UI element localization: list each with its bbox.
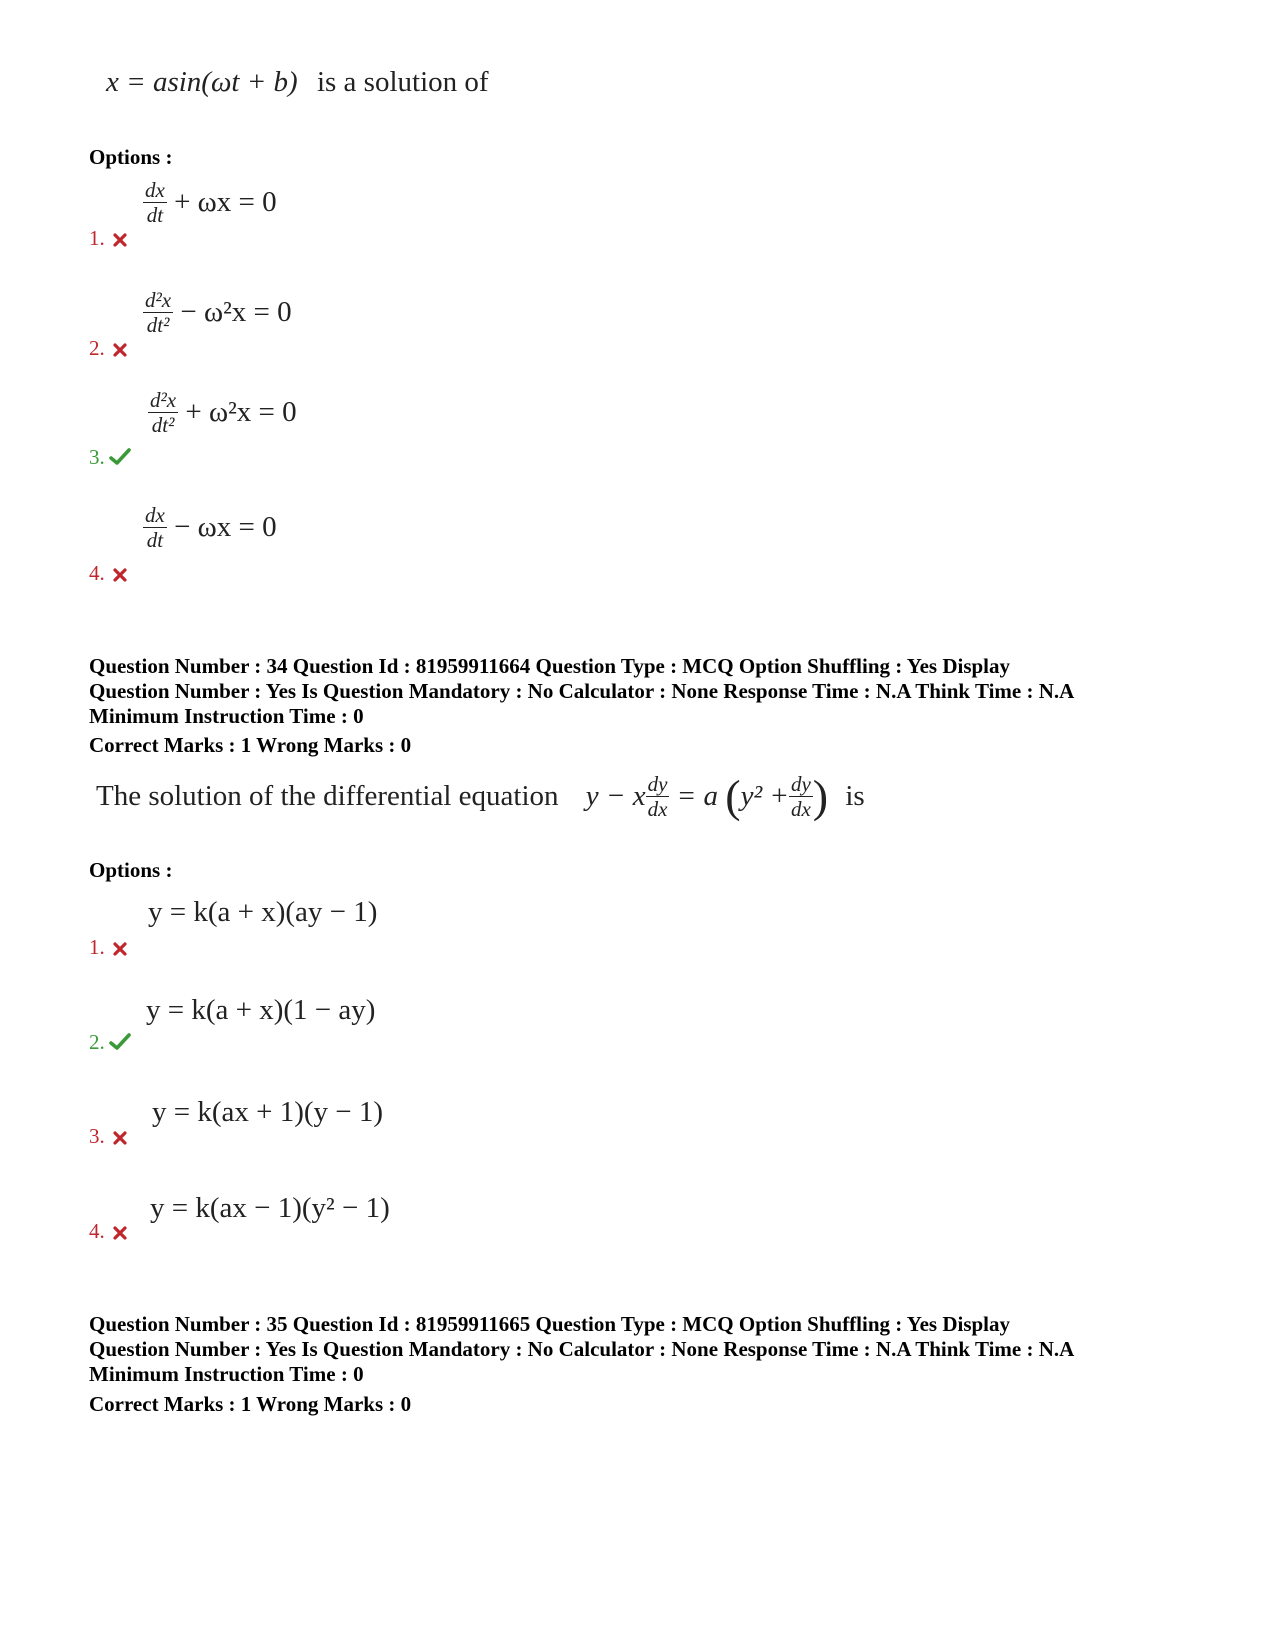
fraction-numerator: d²x: [150, 388, 177, 412]
cross-icon: [113, 338, 127, 363]
option-number: 2.: [89, 336, 105, 360]
question-34-stem: [96, 772, 865, 821]
meta-line: Minimum Instruction Time : 0: [89, 1362, 364, 1386]
option-number: 3.: [89, 445, 105, 469]
question-35-marks: Correct Marks : 1 Wrong Marks : 0: [89, 1392, 412, 1416]
option-number: 1.: [89, 226, 105, 250]
option-number: 1.: [89, 935, 105, 959]
left-paren: (: [725, 770, 741, 822]
cross-icon: [113, 563, 127, 588]
cross-icon: [113, 1221, 127, 1246]
option-2-marker: [89, 1030, 131, 1057]
options-label: Options :: [89, 145, 173, 169]
fraction-numerator: dx: [145, 503, 165, 527]
cross-icon: [113, 937, 127, 962]
question-34-meta: [89, 654, 1074, 729]
question-34-text: The solution of the differential equation: [96, 780, 559, 812]
option-number: 4.: [89, 561, 105, 585]
option-1-marker: [89, 935, 127, 962]
question-33-text: is a solution of: [316, 66, 489, 98]
option-1-marker: [89, 226, 127, 253]
option-4-expression: [143, 503, 277, 552]
fraction-denominator: dt: [146, 203, 164, 227]
fraction-denominator: dt: [146, 528, 164, 552]
paren-content: y² +: [740, 780, 789, 812]
fraction: [789, 772, 813, 821]
option-1-expression: [143, 178, 277, 227]
fraction-numerator: dx: [145, 178, 165, 202]
options-label: Options :: [89, 858, 173, 882]
equation-end: is: [845, 780, 865, 812]
fraction: [143, 288, 173, 337]
check-icon: [109, 1032, 131, 1057]
right-paren: ): [812, 770, 829, 822]
equation-mid: = a: [676, 780, 718, 812]
meta-line: Question Number : 34 Question Id : 81959911664 Question Type : MCQ Option Shuffling : Yes Display: [89, 654, 1011, 678]
meta-line: Minimum Instruction Time : 0: [89, 704, 364, 728]
option-4-marker: [89, 1219, 127, 1246]
fraction-denominator: dt²: [146, 313, 170, 337]
option-number: 2.: [89, 1030, 105, 1054]
option-3-expression: y = k(ax + 1)(y − 1): [152, 1096, 384, 1128]
fraction: [143, 178, 167, 227]
option-3-marker: [89, 445, 131, 472]
cross-icon: [113, 1126, 127, 1151]
option-2-marker: [89, 336, 127, 363]
option-number: 4.: [89, 1219, 105, 1243]
fraction-denominator: dx: [790, 797, 811, 821]
meta-line: Question Number : Yes Is Question Mandatory : No Calculator : None Response Time : N.A Think Time : N.A: [89, 1337, 1075, 1361]
option-4-expression: y = k(ax − 1)(y² − 1): [150, 1192, 390, 1224]
fraction-numerator: dy: [790, 772, 811, 796]
option-number: 3.: [89, 1124, 105, 1148]
equation-start: y − x: [585, 780, 646, 812]
meta-line: Question Number : 35 Question Id : 81959911665 Question Type : MCQ Option Shuffling : Yes Display: [89, 1312, 1011, 1336]
option-1-expression: y = k(a + x)(ay − 1): [148, 896, 378, 928]
question-33-equation: x = asin(ωt + b): [106, 66, 298, 98]
expression-tail: − ω²x = 0: [180, 296, 292, 328]
expression-tail: − ωx = 0: [174, 511, 277, 543]
meta-line: Question Number : Yes Is Question Mandatory : No Calculator : None Response Time : N.A Think Time : N.A: [89, 679, 1075, 703]
option-3-expression: [148, 388, 297, 437]
question-34-marks: Correct Marks : 1 Wrong Marks : 0: [89, 733, 412, 757]
question-35-meta: [89, 1312, 1074, 1387]
expression-tail: + ωx = 0: [174, 186, 277, 218]
fraction-denominator: dx: [647, 797, 668, 821]
fraction: [143, 503, 167, 552]
expression-tail: + ω²x = 0: [185, 396, 297, 428]
check-icon: [109, 447, 131, 472]
fraction-numerator: d²x: [145, 288, 172, 312]
cross-icon: [113, 228, 127, 253]
fraction: [646, 772, 670, 821]
fraction-denominator: dt²: [151, 413, 175, 437]
option-3-marker: [89, 1124, 127, 1151]
fraction: [148, 388, 178, 437]
question-33-stem: [106, 66, 489, 99]
option-4-marker: [89, 561, 127, 588]
option-2-expression: y = k(a + x)(1 − ay): [146, 994, 376, 1026]
fraction-numerator: dy: [647, 772, 668, 796]
option-2-expression: [143, 288, 292, 337]
